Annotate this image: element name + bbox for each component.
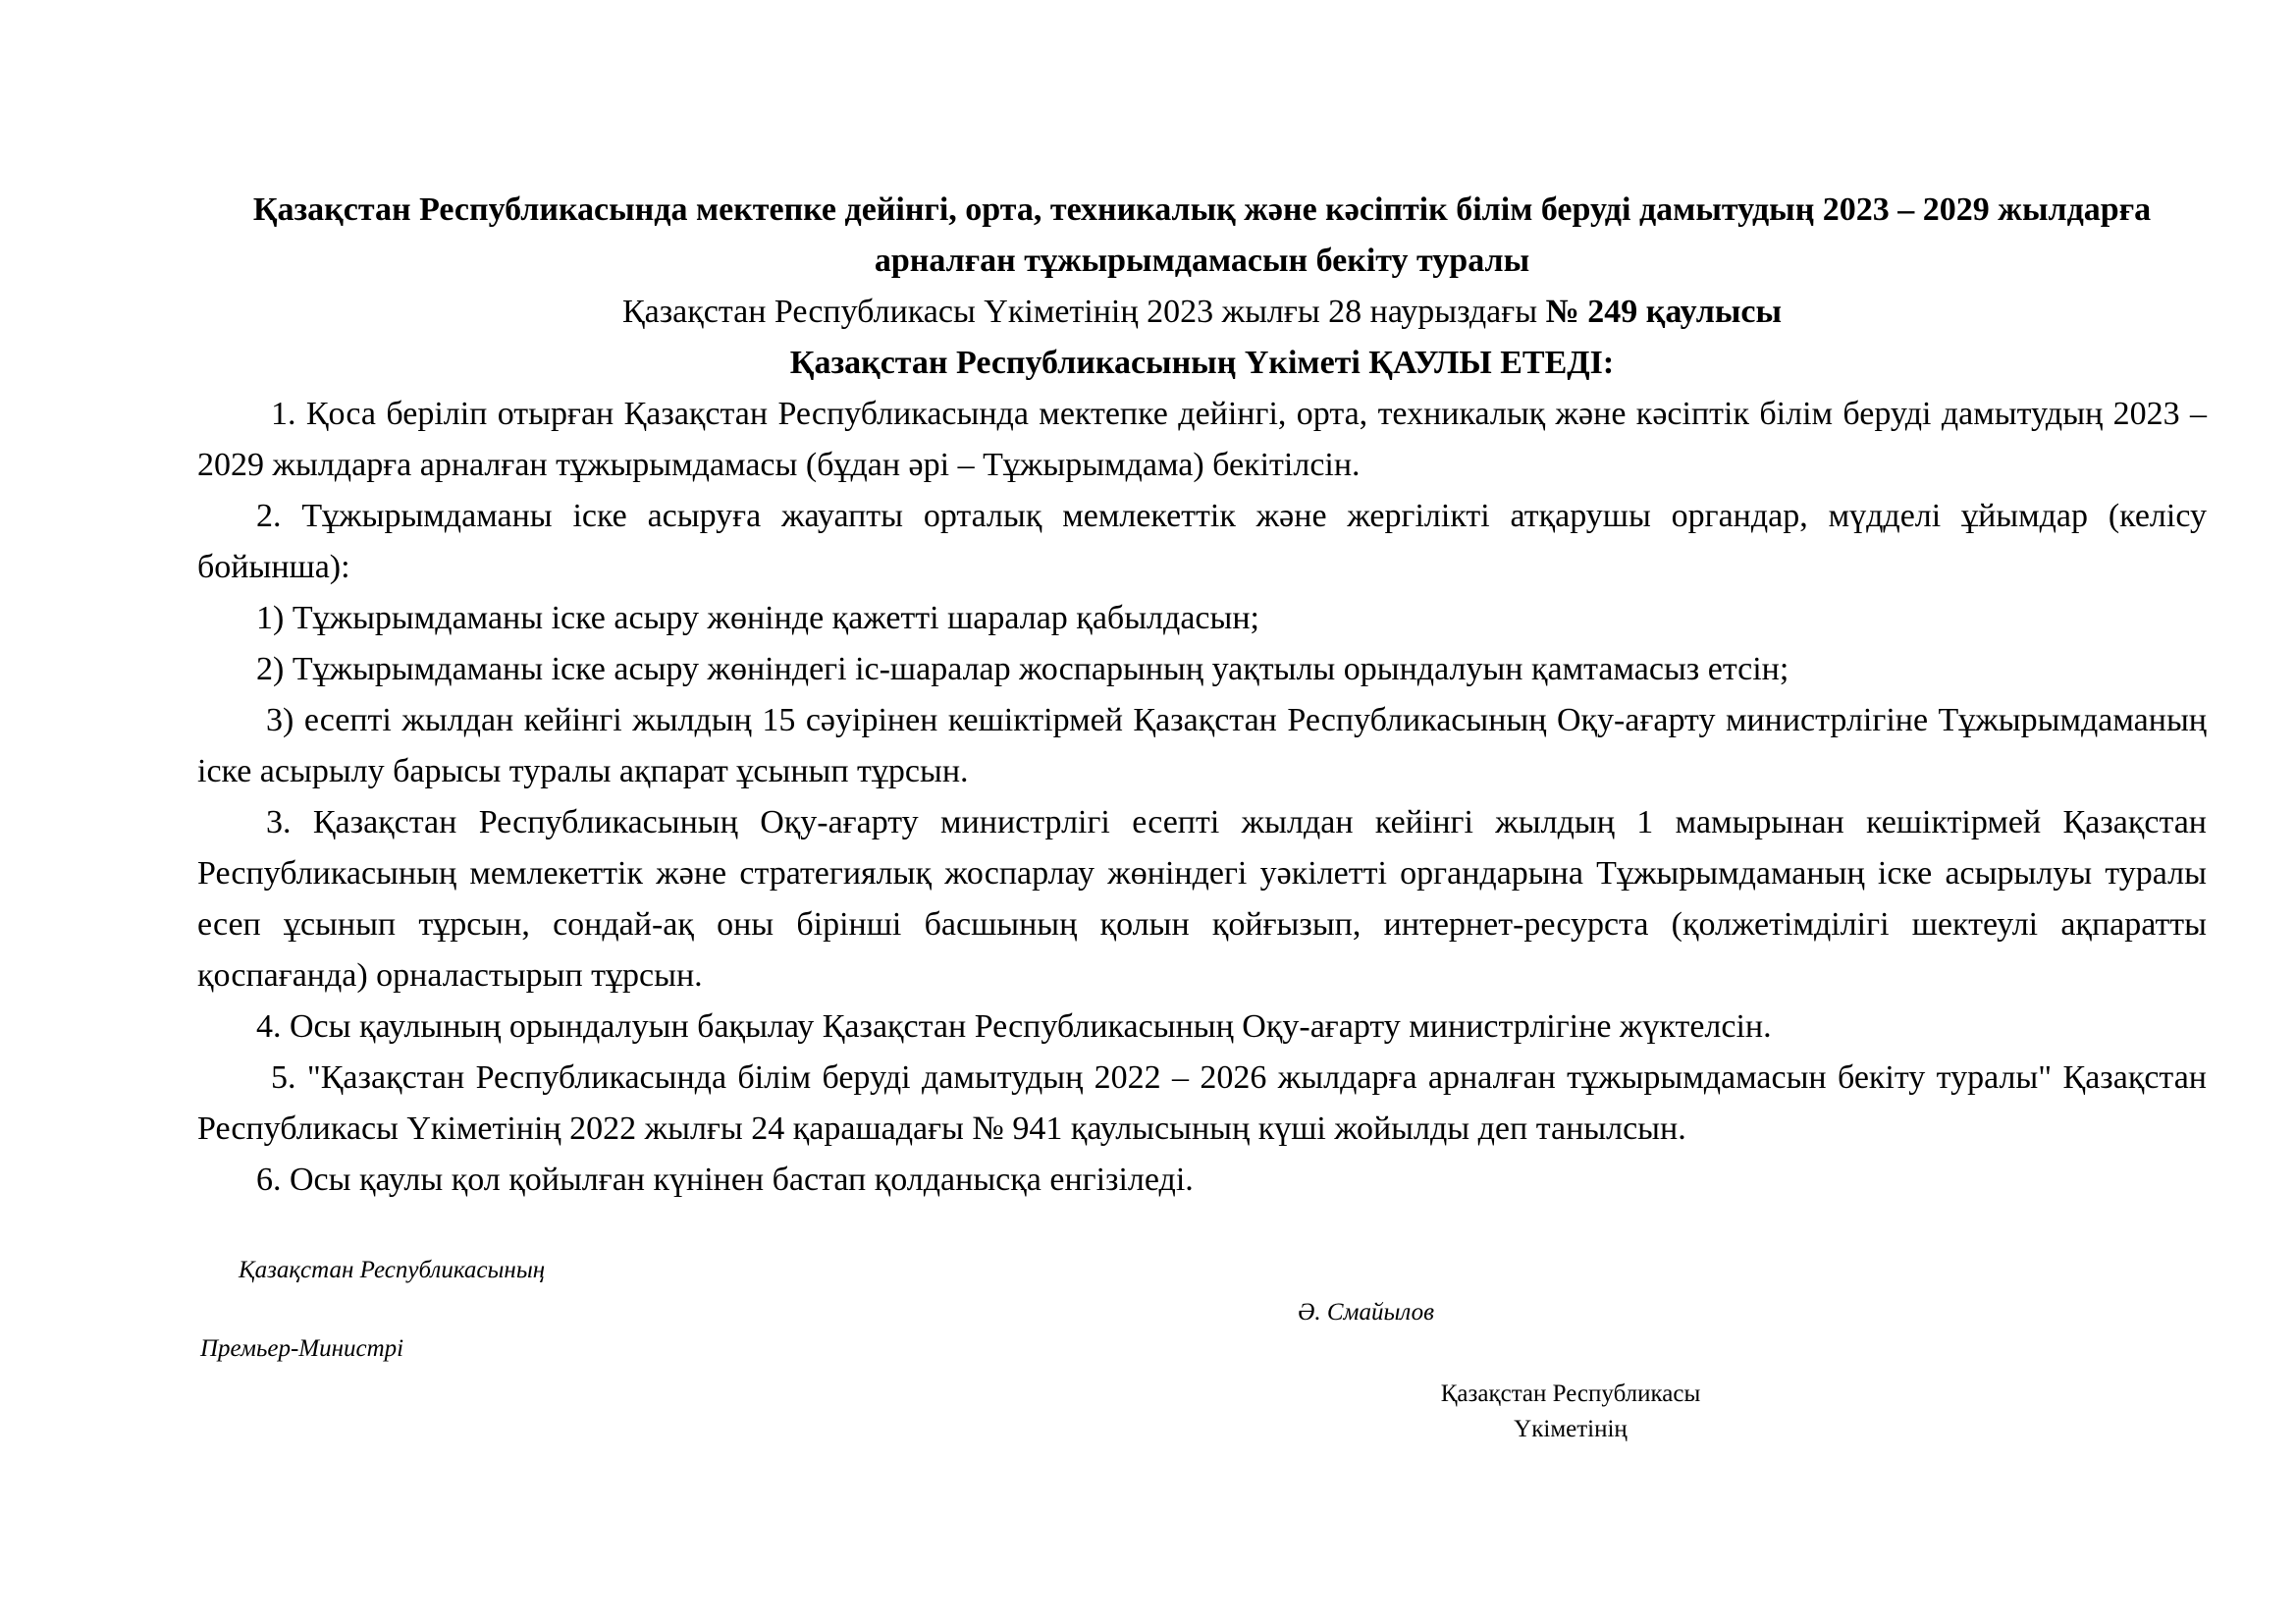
paragraph-6: 6. Осы қаулы қол қойылған күнінен бастап қолданысқа енгізіледі. xyxy=(256,1162,1194,1198)
stamp-line-2: Үкіметінің xyxy=(1514,1416,1628,1442)
paragraph-1: 1. Қоса беріліп отырған Қазақстан Республикасында мектепке дейінгі, орта, техникалық және кәсіптік білім беруді дамытудың 2023 – 2029 жылдарға арналған тұжырымдамасы (бұдан әрі – Тұжырымдама) бекітілсін. xyxy=(197,396,2207,483)
paragraph-2-item-1: 1) Тұжырымдаманы іске асыру жөнінде қажетті шаралар қабылдасын; xyxy=(256,600,1259,636)
paragraph-2-item-2: 2) Тұжырымдаманы іске асыру жөніндегі іс-шаралар жоспарының уақтылы орындалуын қамтамасыз етсін; xyxy=(256,651,1789,687)
decree-number: № 249 қаулысы xyxy=(1545,294,1783,330)
decree-heading: Қазақстан Республикасының Үкіметі ҚАУЛЫ ЕТЕДІ: xyxy=(789,345,1615,381)
paragraph-2: 2. Тұжырымдаманы іске асыруға жауапты орталық мемлекеттік және жергілікті атқарушы органдар, мүдделі ұйымдар (келісу бойынша): xyxy=(197,498,2207,585)
signature-role: Премьер-Министрі xyxy=(200,1335,404,1362)
stamp-line-1: Қазақстан Республикасы xyxy=(1440,1380,1701,1407)
paragraph-5: 5. "Қазақстан Республикасында білім беруді дамытудың 2022 – 2026 жылдарға арналған тұжырымдамасын бекіту туралы" Қазақстан Республикасы Үкіметінің 2022 жылғы 24 қарашадағы № 941 қаулысының күші жойылды деп танылсын. xyxy=(197,1059,2207,1147)
paragraph-4: 4. Осы қаулының орындалуын бақылау Қазақстан Республикасының Оқу-ағарту министрлігіне жүктелсін. xyxy=(256,1008,1772,1045)
decree-reference-text: Қазақстан Республикасы Үкіметінің 2023 жылғы 28 наурыздағы xyxy=(621,294,1546,330)
paragraph-2-item-3: 3) есепті жылдан кейінгі жылдың 15 сәуірінен кешіктірмей Қазақстан Республикасының Оқу-ағарту министрлігіне Тұжырымдаманың іске асырылу барысы туралы ақпарат ұсынып тұрсын. xyxy=(197,702,2207,789)
document-title: Қазақстан Республикасында мектепке дейінгі, орта, техникалық және кәсіптік білім беруді дамытудың 2023 – 2029 жылдарға арналған тұжырымдамасын бекіту туралы xyxy=(252,191,2152,279)
paragraph-3: 3. Қазақстан Республикасының Оқу-ағарту министрлігі есепті жылдан кейінгі жылдың 1 мамырынан кешіктірмей Қазақстан Республикасының мемлекеттік және стратегиялық жоспарлау жөніндегі уәкілетті органдарына Тұжырымдаманың іске асырылуы туралы есеп ұсынып тұрсын, сондай-ақ оны бірінші басшының қолын қойғызып, интернет-ресурста (қолжетімділігі шектеулі ақпаратты қоспағанда) орналастырып тұрсын. xyxy=(197,804,2207,994)
document-body xyxy=(197,185,2207,1206)
signature-country: Қазақстан Республикасының xyxy=(239,1257,546,1283)
decree-reference xyxy=(197,287,2207,338)
government-stamp-text xyxy=(1404,1377,1737,1447)
signature-name: Ә. Смайылов xyxy=(1298,1299,1434,1326)
